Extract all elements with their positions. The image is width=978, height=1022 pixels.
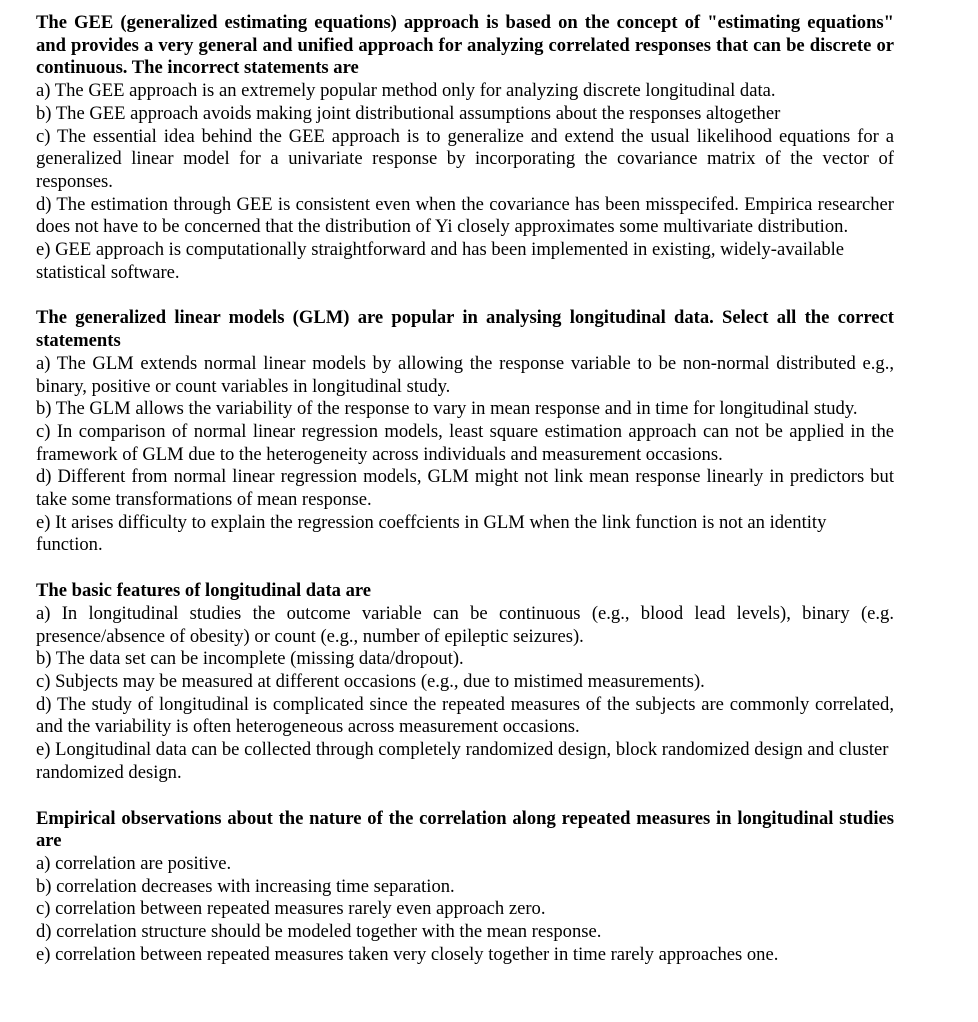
option-c: c) In comparison of normal linear regression models, least square estimation approach can not be applied in the framework of GLM due to the heterogeneity across individuals and measurement occasions. — [36, 420, 894, 465]
question-correlation — [36, 808, 894, 967]
option-e: e) Longitudinal data can be collected through completely randomized design, block randomized design and cluster randomized design. — [36, 739, 889, 783]
option-d: d) Different from normal linear regression models, GLM might not link mean response linearly in predictors but take some transformations of mean response. — [36, 466, 894, 511]
option-a: a) The GLM extends normal linear models by allowing the response variable to be non-normal distributed e.g., binary, positive or count variables in longitudinal study. — [36, 352, 894, 397]
option-d: d) correlation structure should be modeled together with the mean response. — [36, 921, 602, 943]
option-e: e) correlation between repeated measures taken very closely together in time rarely approaches one. — [36, 943, 779, 965]
question-glm — [36, 307, 894, 557]
question-sheet — [36, 12, 894, 989]
question-stem: The GEE (generalized estimating equations) approach is based on the concept of "estimating equations" and provides a very general and unified approach for analyzing correlated responses that can be discrete or continuous. The incorrect statements are — [36, 12, 894, 79]
question-gee — [36, 12, 894, 284]
option-c: c) Subjects may be measured at different occasions (e.g., due to mistimed measurements). — [36, 670, 705, 692]
option-d: d) The estimation through GEE is consistent even when the covariance has been misspecifed. Empirica researcher does not have to be concerned that the distribution of Yi closely approximates some multivariate distribution. — [36, 193, 894, 238]
option-c: c) The essential idea behind the GEE approach is to generalize and extend the usual likelihood equations for a generalized linear model for a univariate response by incorporating the covariance matrix of the vector of responses. — [36, 125, 894, 192]
option-a: a) The GEE approach is an extremely popular method only for analyzing discrete longitudinal data. — [36, 80, 776, 102]
option-e: e) GEE approach is computationally straightforward and has been implemented in existing, widely-available statistical software. — [36, 239, 845, 283]
option-a: a) correlation are positive. — [36, 852, 232, 874]
option-d: d) The study of longitudinal is complicated since the repeated measures of the subjects are commonly correlated, and the variability is often heterogeneous across measurement occasions. — [36, 693, 894, 738]
question-stem: The generalized linear models (GLM) are popular in analysing longitudinal data. Select all the correct statements — [36, 307, 894, 352]
option-e: e) It arises difficulty to explain the regression coeffcients in GLM when the link function is not an identity function. — [36, 511, 827, 556]
option-c: c) correlation between repeated measures rarely even approach zero. — [36, 898, 546, 920]
option-b: b) The data set can be incomplete (missing data/dropout). — [36, 648, 464, 670]
option-a: a) In longitudinal studies the outcome variable can be continuous (e.g., blood lead levels), binary (e.g. presence/absence of obesity) or count (e.g., number of epileptic seizures). — [36, 602, 894, 647]
question-stem: The basic features of longitudinal data are — [36, 580, 372, 602]
question-stem: Empirical observations about the nature of the correlation along repeated measures in longitudinal studies are — [36, 807, 894, 852]
option-b: b) The GLM allows the variability of the response to vary in mean response and in time for longitudinal study. — [36, 398, 858, 420]
option-b: b) correlation decreases with increasing time separation. — [36, 875, 455, 897]
option-b: b) The GEE approach avoids making joint distributional assumptions about the responses altogether — [36, 102, 781, 124]
question-longitudinal-features — [36, 580, 894, 784]
